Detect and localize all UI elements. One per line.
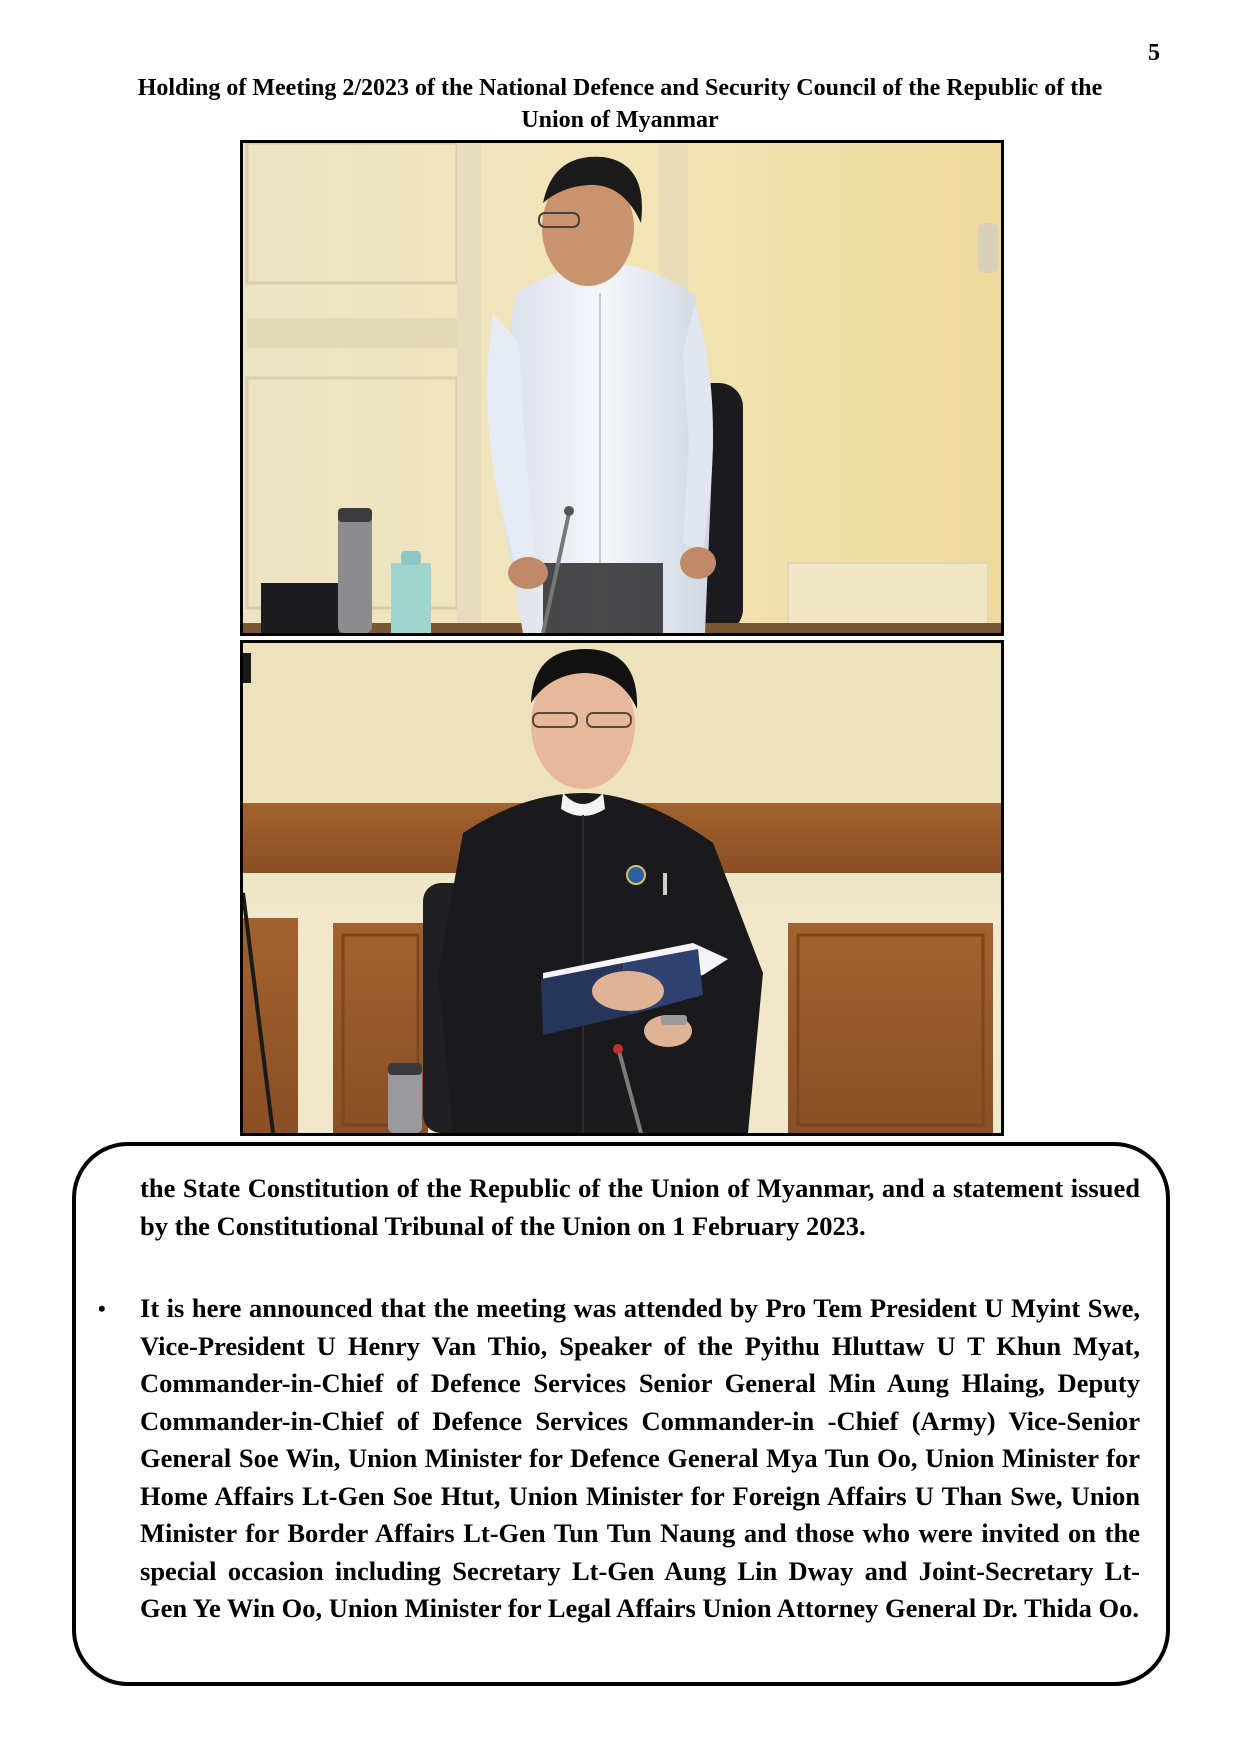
photo-man-in-white-jacket-standing-at-meeting-table: [243, 143, 1001, 633]
meeting-photo-2: [240, 640, 1004, 1136]
continued-paragraph: the State Constitution of the Republic of the Union of Myanmar, and a statement issued by the Constitutional Tribunal of the Union on 1 February 2023.: [140, 1173, 1140, 1241]
article-text-box: [72, 1142, 1170, 1686]
attendees-paragraph: It is here announced that the meeting was attended by Pro Tem President U Myint Swe, Vice-President U Henry Van Thio, Speaker of the Pyithu Hluttaw U T Khun Myat, Commander-in-Chief of Defence Services Senior General Min Aung Hlaing, Deputy Commander-in-Chief of Defence Services Commander-in -Chief (Army) Vice-Senior General Soe Win, Union Minister for Defence General Mya Tun Oo, Union Minister for Home Affairs Lt-Gen Soe Htut, Union Minister for Foreign Affairs U Than Swe, Union Minister for Border Affairs Lt-Gen Tun Tun Naung and those who were invited on the special occasion including Secretary Lt-Gen Aung Lin Dway and Joint-Secretary Lt-Gen Ye Win Oo, Union Minister for Legal Affairs Union Attorney General Dr. Thida Oo.: [140, 1293, 1140, 1623]
photo-man-in-black-jacket-reading-booklet: [243, 643, 1001, 1133]
bullet-point-icon: •: [98, 1296, 106, 1321]
page-number: 5: [1148, 40, 1160, 66]
meeting-photo-1: [240, 140, 1004, 636]
page-title: Holding of Meeting 2/2023 of the National Defence and Security Council of the Republic of the Union of Myanmar: [137, 75, 1103, 133]
